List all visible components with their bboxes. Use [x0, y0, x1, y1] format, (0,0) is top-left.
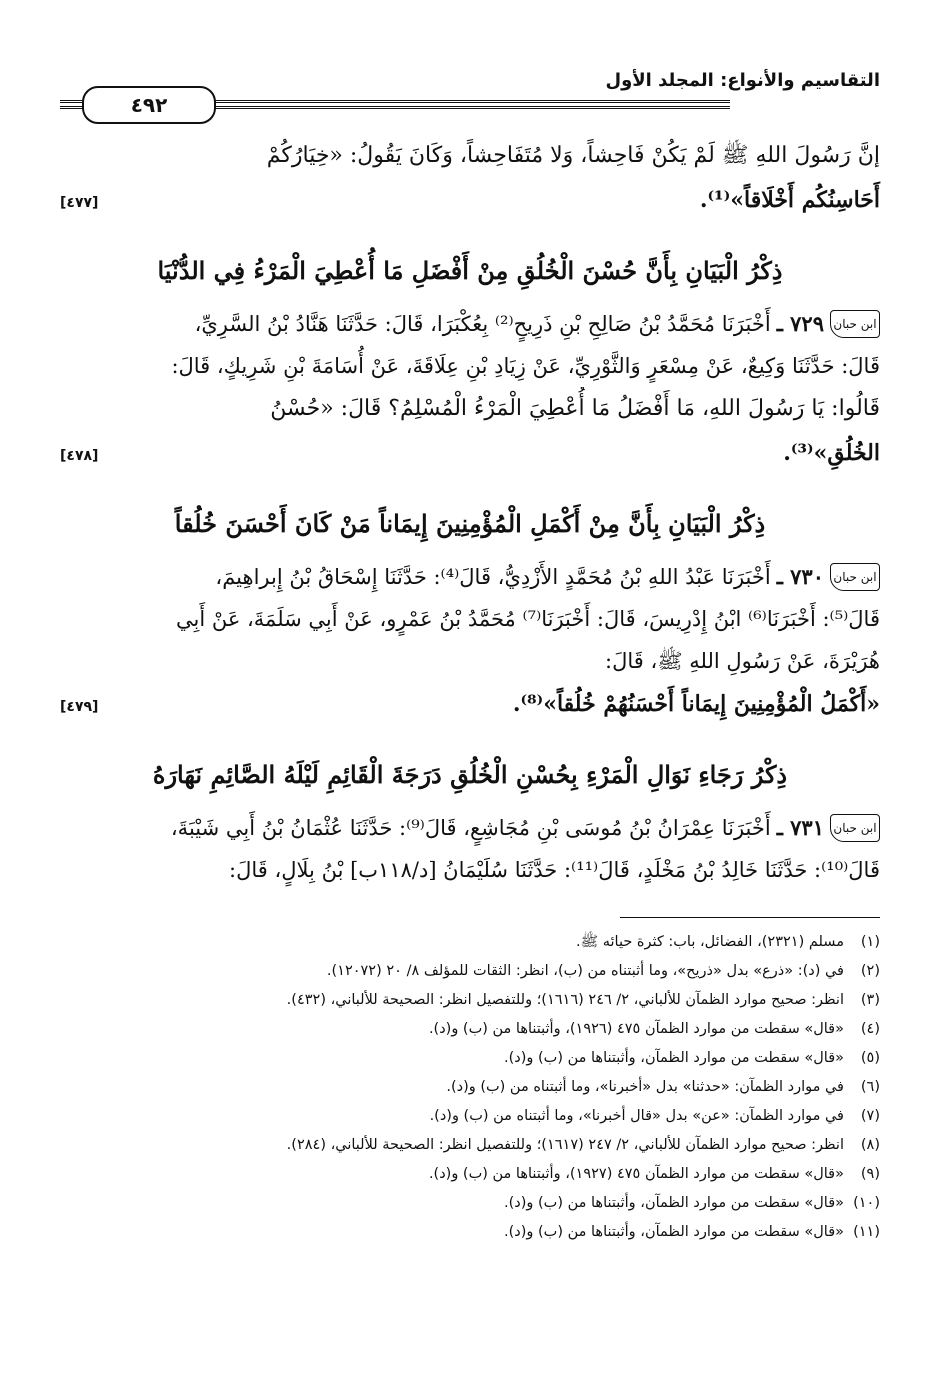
footnote-text: في موارد الظمآن: «حدثنا» بدل «أخبرنا»، وما أثبتناه من (ب) و(د). [446, 1079, 844, 1095]
page-number: ٤٩٢ [82, 86, 216, 124]
footnote-number: (١) [860, 934, 880, 950]
footnote-text: «قال» سقطت من موارد الظمآن، وأثبتناها من (ب) و(د). [504, 1195, 844, 1211]
footnote-text: في (د): «ذرع» بدل «ذريح»، وما أثبتناه من (ب)، انظر: الثقات للمؤلف ٨/ ٢٠ (١٢٠٧٢). [326, 963, 844, 979]
footnote [60, 1015, 880, 1044]
page-header [60, 56, 880, 116]
text-line: أَخْبَرَنَا عِمْرَانُ بْنُ مُوسَى بْنِ مُجَاشِعٍ، قَالَ⁽⁹⁾: حَدَّثَنَا عُثْمَانُ بْنُ أَبِي شَيْبَةَ، [170, 816, 771, 840]
hadith-ref: [٤٧٩] [60, 699, 99, 715]
text-line: قَالَ: حَدَّثَنَا وَكِيعٌ، عَنْ مِسْعَرٍ وَالثَّوْرِيِّ، عَنْ زِيَادِ بْنِ عِلَاقَةَ، عَنْ أُسَامَةَ بْنِ شَرِيكٍ، قَالَ: [171, 354, 880, 378]
hadith-ref: [٤٧٧] [60, 195, 99, 211]
footnote-number: (٢) [860, 963, 880, 979]
hadith-block [60, 807, 880, 891]
footnote-number: (٤) [860, 1021, 880, 1037]
footnote [60, 1131, 880, 1160]
chapter-heading: ذِكْرُ الْبَيَانِ بِأَنَّ مِنْ أَكْمَلِ الْمُؤْمِنِينَ إِيمَاناً مَنْ كَانَ أَحْسَنَ خُلُقاً [174, 509, 766, 538]
footnote-text: انظر: صحيح موارد الظمآن للألباني، ٢/ ٢٤٧ (١٦١٧)؛ وللتفصيل انظر: الصحيحة للألباني، (٢٨٤). [286, 1137, 844, 1153]
footnote-text: مسلم (٢٣٢١)، الفضائل، باب: كثرة حيائه ﷺ. [576, 934, 844, 950]
footnote-rule [620, 917, 880, 918]
footnote-number: (٥) [860, 1050, 880, 1066]
footnote-text: «قال» سقطت من موارد الظمآن، وأثبتناها من (ب) و(د). [504, 1224, 844, 1240]
footnote [60, 957, 880, 986]
text-line: أَخْبَرَنَا مُحَمَّدُ بْنُ صَالِحِ بْنِ ذَرِيحٍ⁽²⁾ بِعُكْبَرَا، قَالَ: حَدَّثَنَا هَنَّادُ بْنُ السَّرِيِّ، [194, 312, 771, 336]
footnote-text: «قال» سقطت من موارد الظمآن ٤٧٥ (١٩٢٦)، وأثبتناها من (ب) و(د). [428, 1021, 844, 1037]
hadith-ref: [٤٧٨] [60, 448, 99, 464]
footnote [60, 1073, 880, 1102]
footnote [60, 1160, 880, 1189]
footnote [60, 1189, 880, 1218]
running-title: التقاسيم والأنواع: المجلد الأول [605, 70, 880, 91]
hadith-marker-icon: ابن حبان [830, 563, 880, 591]
chapter-heading: ذِكْرُ رَجَاءِ نَوَالِ الْمَرْءِ بِحُسْنِ الْخُلُقِ دَرَجَةَ الْقَائِمِ لَيْلَهُ الصَّائِمِ نَهَارَهُ [152, 760, 788, 789]
footnote [60, 1044, 880, 1073]
text-line: «أَكْمَلُ الْمُؤْمِنِينَ إِيمَاناً أَحْسَنُهُمْ خُلُقاً»⁽⁸⁾. [512, 691, 880, 717]
footnote-number: (٩) [860, 1166, 880, 1182]
hadith-marker-icon: ابن حبان [830, 814, 880, 842]
text-line: أَحَاسِنُكُم أَخْلَاقاً»⁽¹⁾. [699, 187, 880, 213]
text-line: أَخْبَرَنَا عَبْدُ اللهِ بْنُ مُحَمَّدٍ الأَزْدِيُّ، قَالَ⁽⁴⁾: حَدَّثَنَا إِسْحَاقُ بْنُ إِبراهِيمَ، [215, 565, 771, 589]
hadith-number: ٧٣١ ـ [776, 815, 824, 840]
footnote-number: (١٠) [853, 1195, 880, 1211]
text-line: قَالَ⁽¹⁰⁾: حَدَّثَنَا خَالِدُ بْنُ مَخْلَدٍ، قَالَ⁽¹¹⁾: حَدَّثَنَا سُلَيْمَانُ [د/١١٨ب] بْنُ بِلَالٍ، قَالَ: [229, 858, 880, 882]
opening-text [60, 134, 880, 225]
chapter-heading: ذِكْرُ الْبَيَانِ بِأَنَّ حُسْنَ الْخُلُقِ مِنْ أَفْضَلِ مَا أُعْطِيَ الْمَرْءُ فِي الدُّنْيَا [157, 256, 783, 285]
text-end-line [60, 178, 880, 225]
footnote-number: (٧) [860, 1108, 880, 1124]
footnote-text: «قال» سقطت من موارد الظمآن، وأثبتناها من (ب) و(د). [504, 1050, 844, 1066]
footnote-number: (٦) [860, 1079, 880, 1095]
footnote-text: انظر: صحيح موارد الظمآن للألباني، ٢/ ٢٤٦ (١٦١٦)؛ وللتفصيل انظر: الصحيحة للألباني، (٤٣٢). [286, 992, 844, 1008]
text-line: إنَّ رَسُولَ اللهِ ﷺ لَمْ يَكُنْ فَاحِشاً، وَلا مُتَفَاحِشاً، وَكَانَ يَقُولُ: «خِيَارُكُمْ [266, 143, 880, 168]
footnotes [60, 928, 880, 1247]
hadith-number: ٧٣٠ ـ [776, 564, 824, 589]
footnote [60, 1102, 880, 1131]
footnote-number: (٨) [860, 1137, 880, 1153]
footnote-number: (٣) [860, 992, 880, 1008]
text-line: هُرَيْرَةَ، عَنْ رَسُولِ اللهِ ﷺ، قَالَ: [605, 649, 880, 673]
hadith-marker-icon: ابن حبان [830, 310, 880, 338]
footnote [60, 986, 880, 1015]
hadith-first-line [60, 303, 880, 345]
text-end-line [60, 682, 880, 729]
footnote-number: (١١) [853, 1224, 880, 1240]
book-page [60, 56, 880, 1247]
text-line: قَالَ⁽⁵⁾: أَخْبَرَنَا⁽⁶⁾ ابْنُ إِدْرِيسَ، قَالَ: أَخْبَرَنَا⁽⁷⁾ مُحَمَّدُ بْنُ عَمْرٍو، عَنْ أَبِي سَلَمَةَ، عَنْ أَبِي [175, 607, 880, 631]
hadith-first-line [60, 556, 880, 598]
hadith-first-line [60, 807, 880, 849]
text-end-line [60, 431, 880, 478]
footnote [60, 928, 880, 957]
text-line: قَالُوا: يَا رَسُولَ اللهِ، مَا أَفْضَلُ مَا أُعْطِيَ الْمَرْءُ الْمُسْلِمُ؟ قَالَ: «حُسْنُ [270, 396, 880, 421]
footnote-text: في موارد الظمآن: «عن» بدل «قال أخبرنا»، وما أثبتناه من (ب) و(د). [429, 1108, 844, 1124]
text-line: الخُلُقِ»⁽³⁾. [783, 440, 880, 466]
footnote [60, 1218, 880, 1247]
hadith-block [60, 303, 880, 478]
hadith-number: ٧٢٩ ـ [776, 311, 824, 336]
footnote-text: «قال» سقطت من موارد الظمآن ٤٧٥ (١٩٢٧)، وأثبتناها من (ب) و(د). [428, 1166, 844, 1182]
hadith-block [60, 556, 880, 729]
